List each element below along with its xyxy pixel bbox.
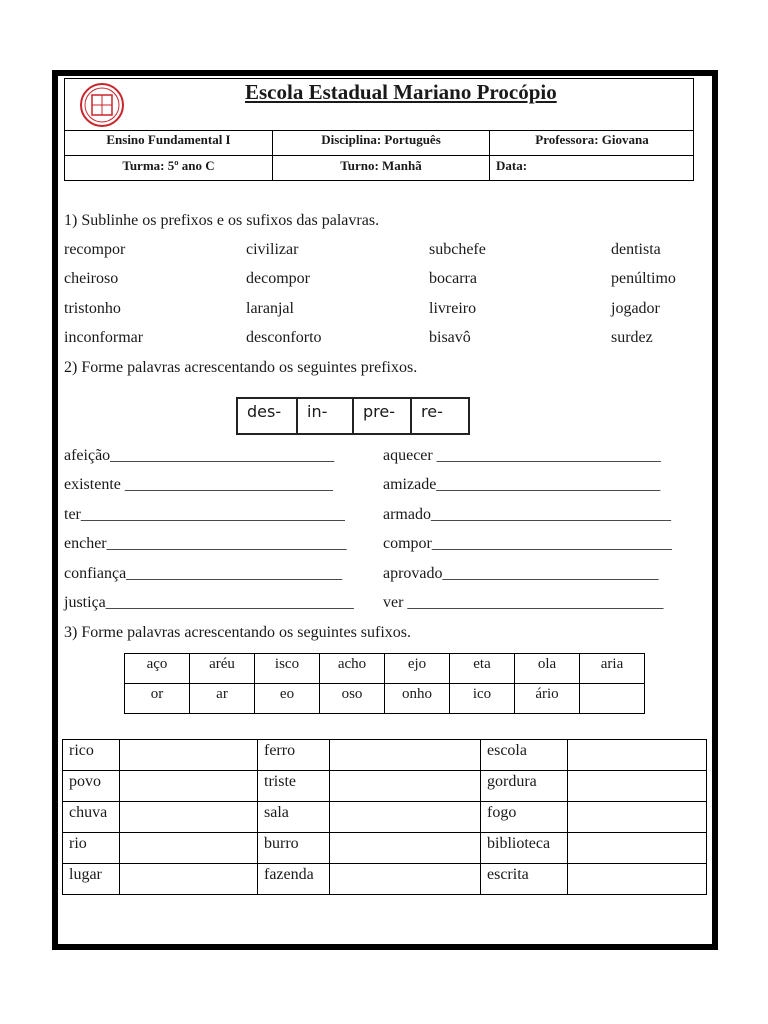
q1-prompt: 1) Sublinhe os prefixos e os sufixos das palavras. [64,212,380,229]
q2-blank-line[interactable]: encher______________________________ [64,535,347,552]
q2-blank-line[interactable]: ter_________________________________ [64,506,345,523]
answer-cell[interactable] [330,864,481,895]
word-cell: ferro [258,740,330,771]
table-row [125,654,645,684]
header-title-row [65,79,693,131]
suffix-cell: aria [580,654,645,684]
teacher-cell: Professora: Giovana [535,132,649,147]
q2-prompt: 2) Forme palavras acrescentando os seguintes prefixos. [64,359,418,376]
suffix-cell: ico [450,684,515,714]
prefix-box [236,397,470,435]
header-table [64,78,694,181]
word-cell: burro [258,833,330,864]
q1-word: desconforto [246,329,322,346]
word-cell: povo [63,771,120,802]
prefix-cell: re- [410,399,468,433]
q1-word: jogador [611,300,660,317]
q1-word: tristonho [64,300,121,317]
answer-cell[interactable] [120,802,258,833]
prefix-cell: pre- [352,399,410,433]
q1-word: civilizar [246,241,299,258]
q2-blank-line[interactable]: armado______________________________ [383,506,671,523]
school-name: Escola Estadual Mariano Procópio [245,80,557,104]
class-cell: Turma: 5º ano C [65,156,273,181]
word-cell: fazenda [258,864,330,895]
prefix-cell: des- [247,402,282,421]
word-cell: gordura [481,771,568,802]
suffix-table [124,653,645,714]
answer-cell[interactable] [120,833,258,864]
suffix-cell: aréu [190,654,255,684]
q1-word: bisavô [429,329,471,346]
answer-cell[interactable] [568,740,707,771]
suffix-cell: ola [515,654,580,684]
q1-word: dentista [611,241,661,258]
shift-cell: Turno: Manhã [273,156,490,181]
suffix-cell: oso [320,684,385,714]
q2-blank-line[interactable]: ver ________________________________ [383,594,664,611]
suffix-cell: isco [255,654,320,684]
word-cell: triste [258,771,330,802]
suffix-cell: acho [320,654,385,684]
q1-word: subchefe [429,241,486,258]
suffix-cell: ejo [385,654,450,684]
table-row [63,771,707,802]
word-cell: lugar [63,864,120,895]
date-cell: Data: [496,158,528,173]
q2-blank-line[interactable]: aquecer ____________________________ [383,447,661,464]
answer-cell[interactable] [120,864,258,895]
suffix-cell: eta [450,654,515,684]
suffix-cell: ar [190,684,255,714]
level-cell: Ensino Fundamental I [65,130,273,155]
answer-cell[interactable] [330,833,481,864]
answer-cell[interactable] [568,802,707,833]
q1-word: livreiro [429,300,477,317]
q1-word: penúltimo [611,270,676,287]
subject-cell: Disciplina: Português [273,130,490,155]
word-cell: biblioteca [481,833,568,864]
word-table [62,739,707,895]
header-row-2 [65,156,693,181]
q1-word: surdez [611,329,653,346]
suffix-cell: aço [125,654,190,684]
q2-blank-line[interactable]: existente __________________________ [64,476,333,493]
suffix-cell: or [125,684,190,714]
table-row [63,833,707,864]
answer-cell[interactable] [330,771,481,802]
table-row [63,802,707,833]
q2-blank-line[interactable]: compor______________________________ [383,535,672,552]
word-cell: rio [63,833,120,864]
q1-word: laranjal [246,300,294,317]
q1-word: cheiroso [64,270,119,287]
answer-cell[interactable] [120,740,258,771]
suffix-cell: onho [385,684,450,714]
table-row [63,864,707,895]
word-cell: escrita [481,864,568,895]
q2-blank-line[interactable]: justiça_______________________________ [64,594,354,611]
q2-blank-line[interactable]: afeição____________________________ [64,447,335,464]
q1-word: decompor [246,270,310,287]
q2-blank-line[interactable]: aprovado___________________________ [383,565,659,582]
school-logo-icon [79,82,125,128]
answer-cell[interactable] [330,802,481,833]
q3-prompt: 3) Forme palavras acrescentando os seguintes sufixos. [64,624,412,641]
q1-word: recompor [64,241,126,258]
word-cell: sala [258,802,330,833]
word-cell: rico [63,740,120,771]
suffix-cell: eo [255,684,320,714]
suffix-cell: ário [515,684,580,714]
answer-cell[interactable] [330,740,481,771]
q2-blank-line[interactable]: amizade____________________________ [383,476,661,493]
q1-word: inconformar [64,329,144,346]
suffix-cell [580,684,645,714]
word-cell: chuva [63,802,120,833]
answer-cell[interactable] [568,833,707,864]
word-cell: escola [481,740,568,771]
table-row [125,684,645,714]
answer-cell[interactable] [568,864,707,895]
word-cell: fogo [481,802,568,833]
answer-cell[interactable] [568,771,707,802]
q1-word: bocarra [429,270,477,287]
prefix-cell: in- [296,399,352,433]
q2-blank-line[interactable]: confiança___________________________ [64,565,343,582]
table-row [63,740,707,771]
header-row-1 [65,130,693,156]
answer-cell[interactable] [120,771,258,802]
